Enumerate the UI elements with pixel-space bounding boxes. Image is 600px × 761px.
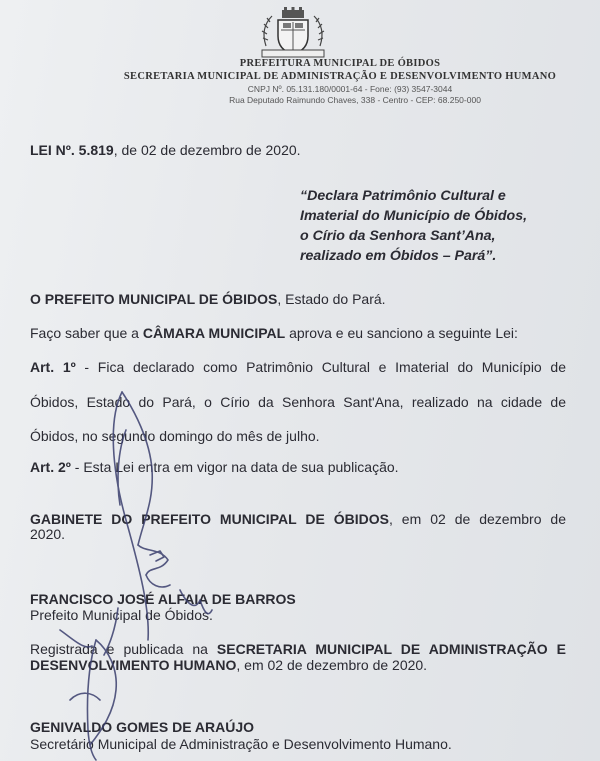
registration-text: Registrada e publicada na <box>30 641 217 657</box>
ementa-line: realizado em Óbidos – Pará”. <box>300 248 497 264</box>
law-date: , de 02 de dezembro de 2020. <box>113 142 301 158</box>
law-title <box>30 142 301 159</box>
gabinete-date: , em 02 de dezembro de <box>388 511 566 527</box>
ementa-line: o Círio da Senhora Sant’Ana, <box>300 228 496 244</box>
article-1-line-1 <box>30 359 566 376</box>
article-1-line-2: Óbidos, Estado do Pará, o Círio da Senhora Sant'Ana, realizado na cidade de <box>30 394 566 410</box>
gabinete-line-1 <box>30 511 566 528</box>
gabinete-line-2: 2020. <box>30 526 66 542</box>
sanction-text-start: Faço saber que a <box>30 325 143 341</box>
article-2-text: - Esta Lei entra em vigor na data de sua publicação. <box>70 459 399 475</box>
header-address: Rua Deputado Raimundo Chaves, 338 - Centro - CEP: 68.250-000 <box>229 95 481 105</box>
preamble-sanction <box>30 325 518 342</box>
state-text: , Estado do Pará. <box>277 291 386 307</box>
preamble-title <box>30 291 386 308</box>
municipal-coat-of-arms <box>254 6 332 60</box>
article-1-label: Art. 1º <box>30 359 76 375</box>
header-secretariat-name: SECRETARIA MUNICIPAL DE ADMINISTRAÇÃO E DESENVOLVIMENTO HUMANO <box>123 71 557 82</box>
law-number: LEI Nº. 5.819 <box>30 142 114 158</box>
registration-secretariat: SECRETARIA MUNICIPAL DE ADMINISTRAÇÃO E <box>216 641 566 657</box>
article-2-label: Art. 2º <box>30 459 71 475</box>
mayor-office-label: O PREFEITO MUNICIPAL DE ÓBIDOS <box>30 291 278 307</box>
mayor-name: FRANCISCO JOSÉ ALFAIA DE BARROS <box>30 591 296 607</box>
article-1-line-3: Óbidos, no segundo domingo do mês de julho. <box>30 428 320 444</box>
article-1-text: - Fica declarado como Patrimônio Cultural e Imaterial do Município de <box>75 359 566 375</box>
ementa-line: “Declara Patrimônio Cultural e <box>300 188 506 204</box>
registration-line-2 <box>30 657 427 674</box>
ementa-line: Imaterial do Município de Óbidos, <box>300 208 528 224</box>
registration-secretariat-end: DESENVOLVIMENTO HUMANO <box>30 657 237 673</box>
registration-line-1 <box>30 641 566 658</box>
header-org-name: PREFEITURA MUNICIPAL DE ÓBIDOS <box>239 58 441 69</box>
secretary-title: Secretário Municipal de Administração e Desenvolvimento Humano. <box>30 736 452 752</box>
article-2 <box>30 459 399 476</box>
gabinete-label: GABINETE DO PREFEITO MUNICIPAL DE ÓBIDOS <box>30 511 389 527</box>
chamber-label: CÂMARA MUNICIPAL <box>142 325 286 341</box>
registration-date: , em 02 de dezembro de 2020. <box>236 657 428 673</box>
header-cnpj-phone: CNPJ Nº. 05.131.180/0001-64 - Fone: (93) 3547-3044 <box>247 84 453 94</box>
secretary-name: GENIVALDO GOMES DE ARAÚJO <box>30 719 255 735</box>
law-ementa <box>300 186 552 266</box>
mayor-title: Prefeito Municipal de Óbidos. <box>30 607 213 623</box>
sanction-text-end: aprova e eu sanciono a seguinte Lei: <box>285 325 518 341</box>
